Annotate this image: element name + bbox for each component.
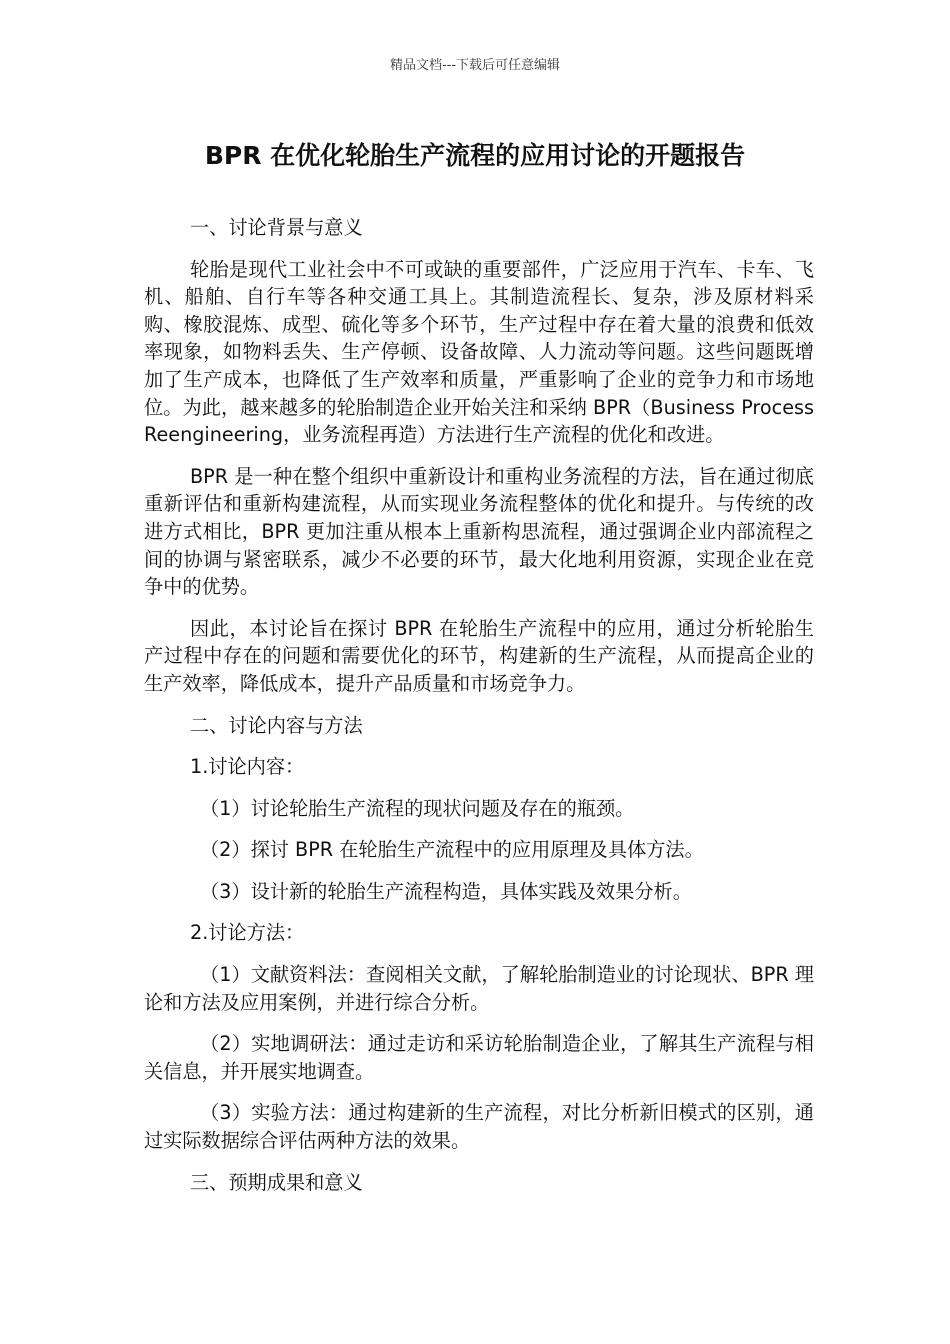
page-title: BPR 在优化轮胎生产流程的应用讨论的开题报告 [204,141,746,170]
content-subheading: 1.讨论内容： [190,755,305,779]
method-item-1: （1）文献资料法：查阅相关文献，了解轮胎制造业的讨论现状、BPR 理论和方法及应用案例，并进行综合分析。 [144,963,814,1014]
section-1-paragraph-1: 轮胎是现代工业社会中不可或缺的重要部件，广泛应用于汽车、卡车、飞机、船舶、自行车等各种交通工具上。其制造流程长、复杂，涉及原材料采购、橡胶混炼、成型、硫化等多个环节，生产过程中存在着大量的浪费和低效率现象，如物料丢失、生产停顿、设备故障、人力流动等问题。这些问题既增加了生产成本，也降低了生产效率和质量，严重影响了企业的竞争力和市场地位。为此，越来越多的轮胎制造企业开始关注和采纳 BPR（Business Process Reengineering，业务流程再造）方法进行生产流程的优化和改进。 [144,257,814,447]
section-2-heading: 二、讨论内容与方法 [190,713,363,737]
method-item-2: （2）实地调研法：通过走访和采访轮胎制造企业，了解其生产流程与相关信息，并开展实地调查。 [144,1032,814,1083]
content-item-2: （2）探讨 BPR 在轮胎生产流程中的应用原理及具体方法。 [200,838,704,862]
content-item-3: （3）设计新的轮胎生产流程构造，具体实践及效果分析。 [200,879,692,903]
method-subheading: 2.讨论方法： [190,921,305,945]
section-3-heading: 三、预期成果和意义 [190,1170,363,1194]
document-body [144,214,814,1210]
content-item-1: （1）讨论轮胎生产流程的现状问题及存在的瓶颈。 [200,796,635,820]
method-item-3: （3）实验方法：通过构建新的生产流程，对比分析新旧模式的区别，通过实际数据综合评估两种方法的效果。 [144,1101,814,1153]
section-1-paragraph-2: BPR 是一种在整个组织中重新设计和重构业务流程的方法，旨在通过彻底重新评估和重新构建流程，从而实现业务流程整体的优化和提升。与传统的改进方式相比，BPR 更加注重从根本上重新构思流程，通过强调企业内部流程之间的协调与紧密联系，减少不必要的环节，最大化地利用资源，实现企业在竞争中的优势。 [144,464,814,599]
header-note: 精品文档---下载后可任意编辑 [389,58,561,73]
section-1-heading: 一、讨论背景与意义 [190,216,363,239]
section-1-paragraph-3: 因此，本讨论旨在探讨 BPR 在轮胎生产流程中的应用，通过分析轮胎生产过程中存在的问题和需要优化的环节，构建新的生产流程，从而提高企业的生产效率，降低成本，提升产品质量和市场竞争力。 [144,616,814,695]
